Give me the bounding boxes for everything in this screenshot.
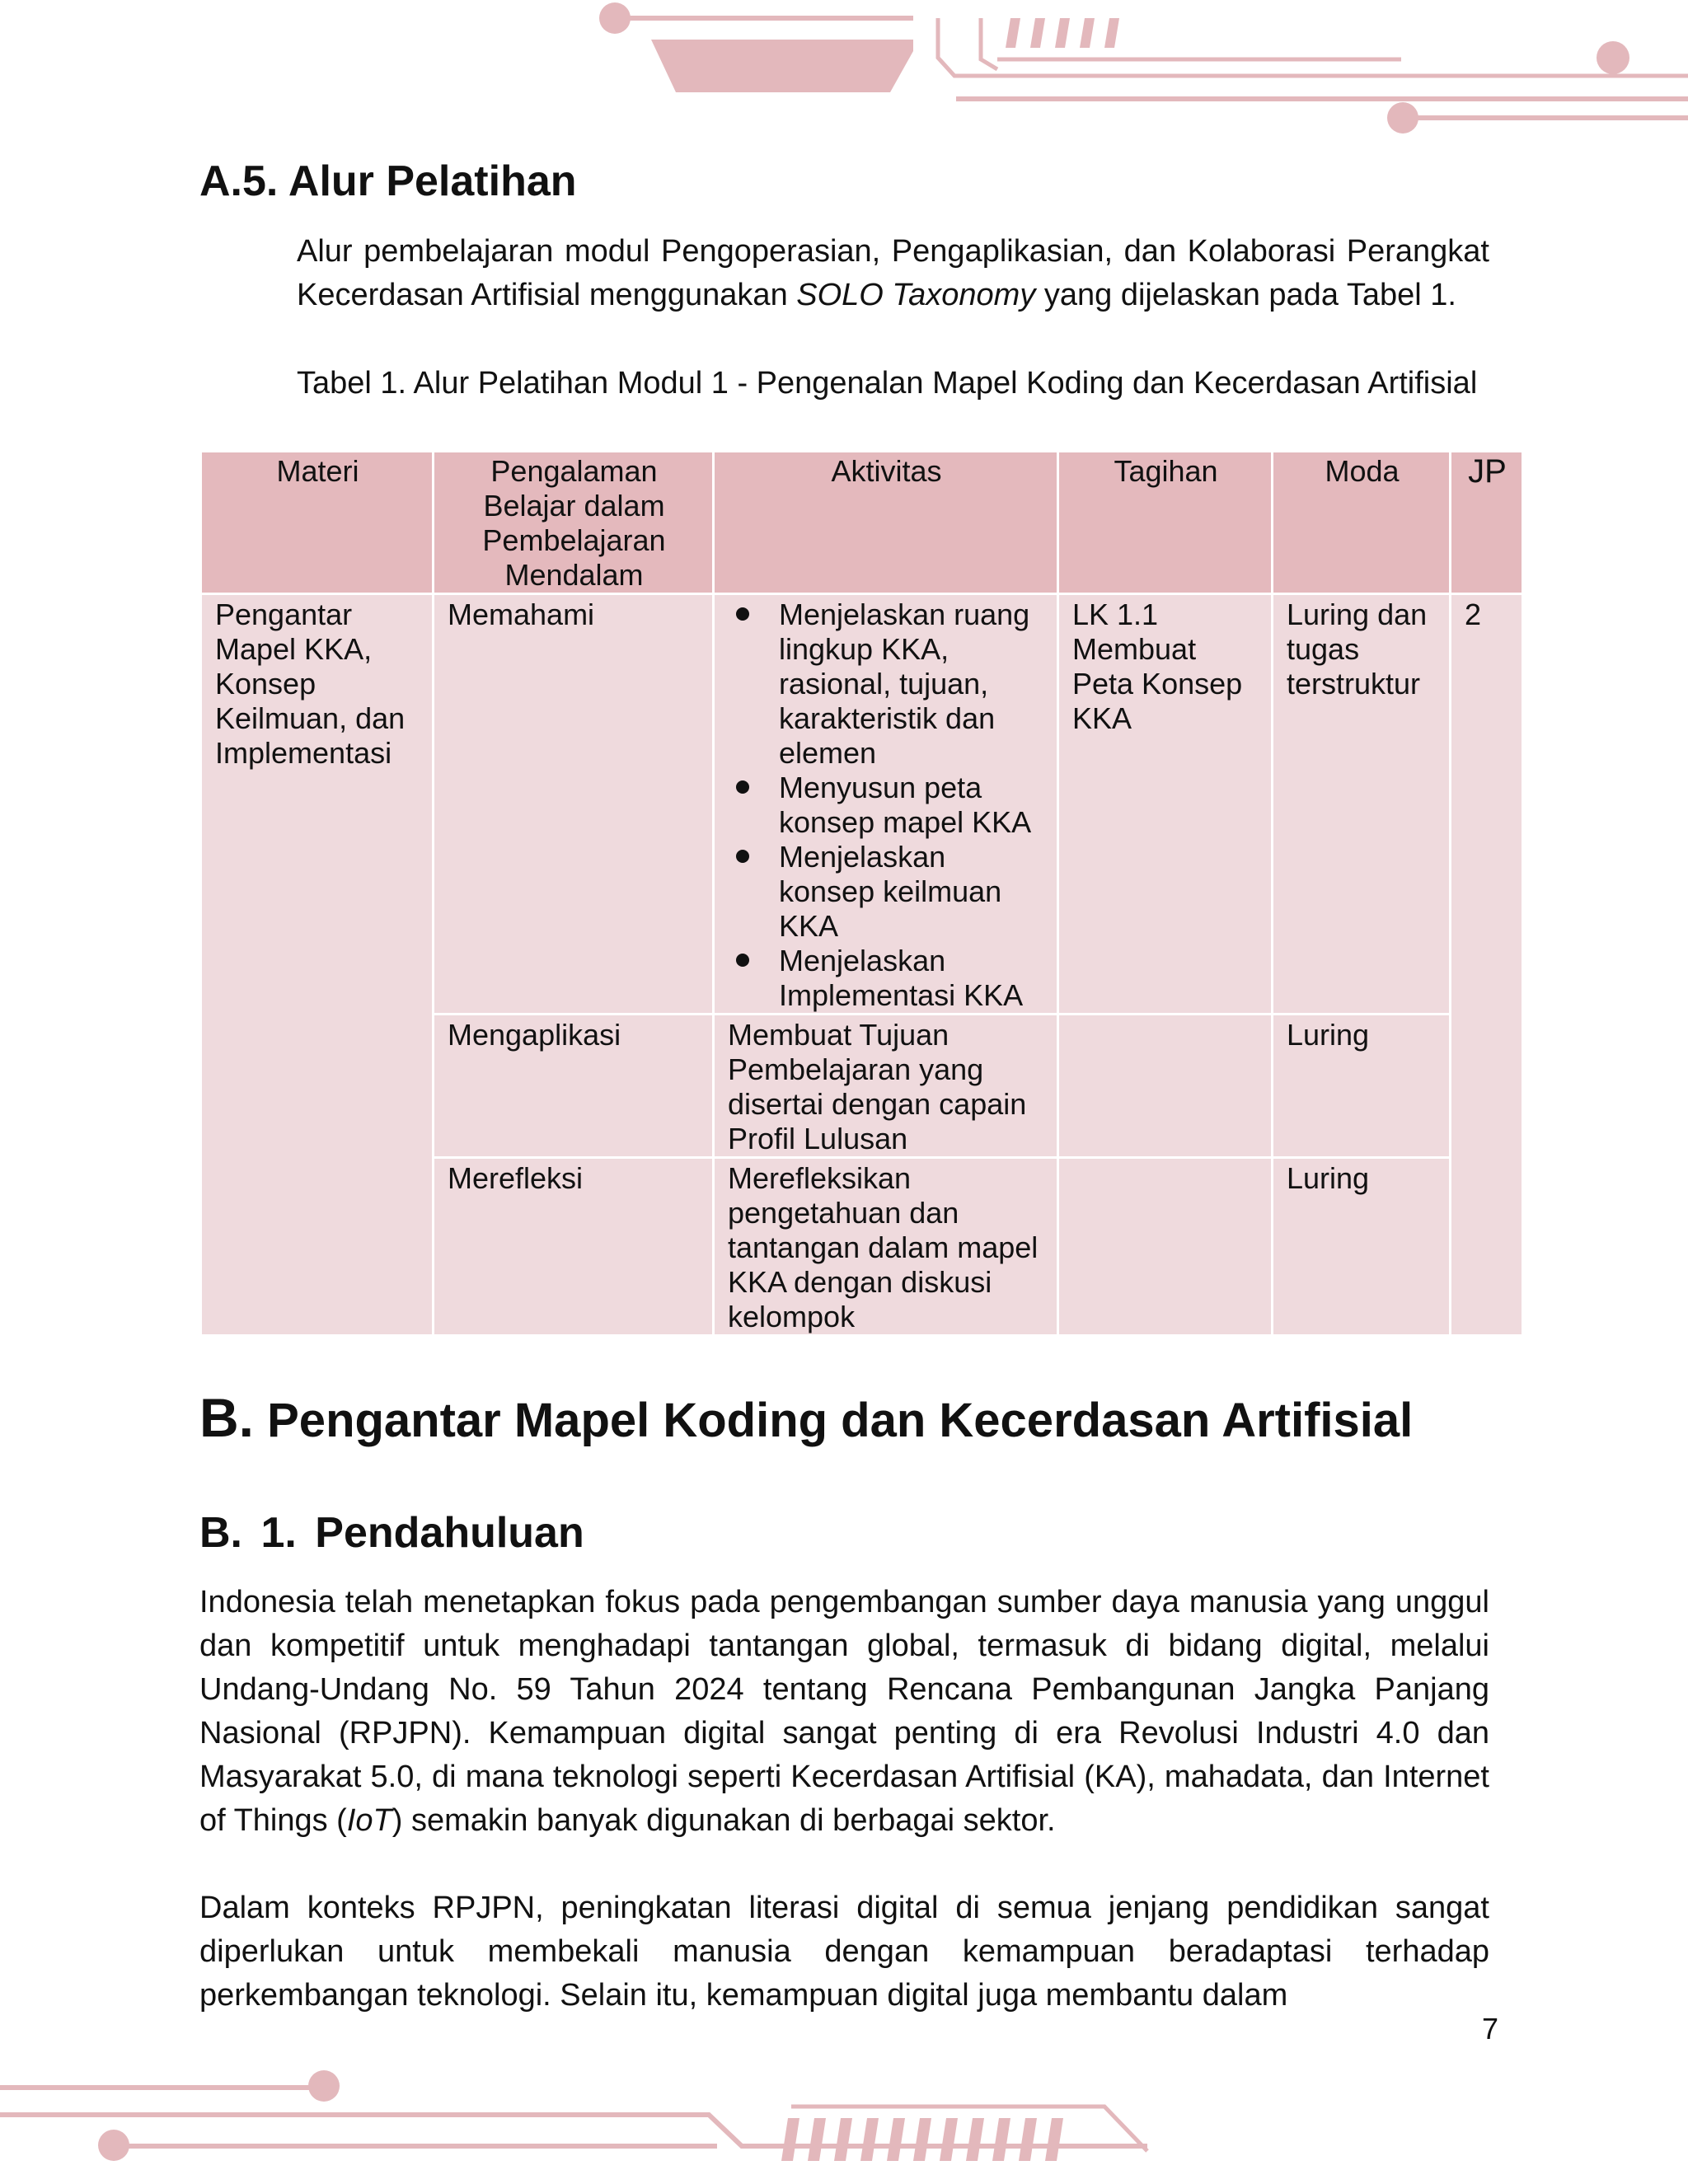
cell-tagihan: LK 1.1 Membuat Peta Konsep KKA (1058, 594, 1273, 1015)
cell-aktivitas (714, 594, 1058, 1015)
top-circuit-decoration (0, 0, 1688, 140)
cell-aktivitas: Merefleksikan pengetahuan dan tantangan dalam mapel KKA dengan diskusi kelompok (714, 1158, 1058, 1336)
header-jp: JP (1451, 452, 1523, 594)
section-b1-heading: B. 1. Pendahuluan (199, 1509, 584, 1557)
aktivitas-list (728, 598, 1045, 1013)
intro-paragraph: Alur pembelajaran modul Pengoperasian, Pengaplikasian, dan Kolaborasi Perangkat Kecerdasan Artifisial menggunakan SOLO Taxonomy yang dijelaskan pada Tabel 1. (297, 234, 1489, 312)
cell-pengalaman: Merefleksi (434, 1158, 714, 1336)
cell-moda: Luring dan tugas terstruktur (1273, 594, 1451, 1015)
cell-jp: 2 (1451, 594, 1523, 1336)
section-b-title: Pengantar Mapel Koding dan Kecerdasan Artifisial (267, 1394, 1414, 1447)
cell-moda: Luring (1273, 1158, 1451, 1336)
solo-taxonomy-term: SOLO Taxonomy (796, 278, 1036, 312)
cell-moda: Luring (1273, 1015, 1451, 1158)
header-pengalaman: Pengalaman Belajar dalam Pembelajaran Mendalam (434, 452, 714, 594)
body-paragraph-1: Indonesia telah menetapkan fokus pada pengembangan sumber daya manusia yang unggul dan kompetitif untuk menghadapi tantangan global, termasuk di bidang digital, melalui Undang-Undang No. 59 Tahun 2024 tentang Rencana Pembangunan Jangka Panjang Nasional (RPJPN). Kemampuan digital sangat penting di era Revolusi Industri 4.0 dan Masyarakat 5.0, di mana teknologi seperti Kecerdasan Artifisial (KA), mahadata, dan Internet of Things (IoT) semakin banyak digunakan di berbagai sektor. (199, 1585, 1489, 1838)
list-item: Menyusun peta konsep mapel KKA (728, 771, 1045, 840)
section-b-heading (199, 1386, 1413, 1449)
cell-materi: Pengantar Mapel KKA, Konsep Keilmuan, dan Implementasi (201, 594, 434, 1336)
iot-term: IoT (346, 1803, 392, 1838)
section-a5-heading: A.5. Alur Pelatihan (199, 157, 577, 205)
list-item: Menjelaskan konsep keilmuan KKA (728, 840, 1045, 944)
cell-pengalaman: Memahami (434, 594, 714, 1015)
list-item: Menjelaskan ruang lingkup KKA, rasional, tujuan, karakteristik dan elemen (728, 598, 1045, 771)
header-tagihan: Tagihan (1058, 452, 1273, 594)
table-caption: Tabel 1. Alur Pelatihan Modul 1 - Pengenalan Mapel Koding dan Kecerdasan Artifisial (297, 366, 1478, 401)
cell-pengalaman: Mengaplikasi (434, 1015, 714, 1158)
alur-pelatihan-table (199, 450, 1524, 1337)
body-paragraph-2: Dalam konteks RPJPN, peningkatan literasi digital di semua jenjang pendidikan sangat diperlukan untuk membekali manusia dengan kemampuan beradaptasi terhadap perkembangan teknologi. Selain itu, kemampuan digital juga membantu dalam (199, 1891, 1489, 2013)
list-item: Menjelaskan Implementasi KKA (728, 944, 1045, 1013)
header-moda: Moda (1273, 452, 1451, 594)
header-materi: Materi (201, 452, 434, 594)
table-header-row (201, 452, 1523, 594)
cell-aktivitas: Membuat Tujuan Pembelajaran yang disertai dengan capain Profil Lulusan (714, 1015, 1058, 1158)
page-number: 7 (1481, 2012, 1498, 2046)
table-row (201, 594, 1523, 1015)
cell-tagihan (1058, 1158, 1273, 1336)
section-b-letter: B. (199, 1387, 254, 1448)
header-aktivitas: Aktivitas (714, 452, 1058, 594)
cell-tagihan (1058, 1015, 1273, 1158)
